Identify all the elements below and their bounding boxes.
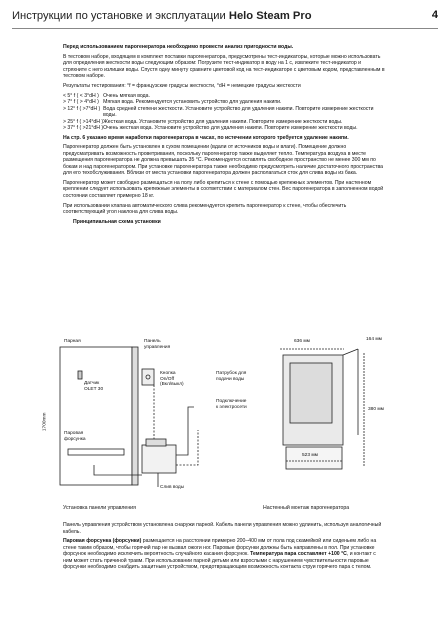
hours-heading: На стр. 6 указано время наработки парогенератора в часах, по истечении которого требуется удаление накипи. bbox=[63, 134, 349, 141]
hardness-level: > 25° f ( >14°dH ) bbox=[63, 118, 104, 125]
page-header bbox=[12, 8, 438, 30]
diagram-title: Принципиальная схема установки bbox=[73, 218, 161, 225]
power-cable bbox=[176, 430, 198, 465]
hardness-level: > 12° f ( >7°dH ) bbox=[63, 105, 101, 112]
hardness-text: Очень жесткая вода. Установите устройство для удаления накипи. Повторите измерение жесткости воды. bbox=[103, 125, 358, 132]
title-text: Инструкции по установке и эксплуатации bbox=[12, 10, 229, 22]
bench-shape bbox=[68, 449, 124, 455]
nozzle-label: Паровая форсунка bbox=[64, 431, 86, 442]
height-label: 1700mm bbox=[42, 412, 48, 432]
installation-diagram bbox=[42, 335, 394, 495]
sauna-room-outline bbox=[60, 347, 132, 485]
hardness-level: > 7° f ( > 4°dH ) bbox=[63, 99, 99, 106]
control-panel-shape bbox=[142, 369, 154, 385]
hardness-table bbox=[63, 93, 385, 132]
button-label: Кнопка On/Off (Вкл/выкл) bbox=[160, 371, 184, 388]
panel-label: Панель управления bbox=[144, 339, 171, 350]
hardness-level: < 5° f ( < 3°dH ) bbox=[63, 92, 99, 99]
fitting-label: Патрубок для подачи воды bbox=[216, 371, 247, 382]
diagram-drawing bbox=[58, 335, 394, 495]
panel-paragraph: Панель управления устройством установлена снаружи парной. Кабель панели управления можно удлинить, используя аналогичный кабель. bbox=[63, 522, 382, 535]
caption-left: Установка панели управления bbox=[63, 505, 136, 511]
dim-depth-label: 164 мм bbox=[366, 337, 382, 342]
install-paragraph-3: При использовании клапана автоматического слива рекомендуется крепить парогенератор к стене, чтобы обеспечить соответствующий угол наклона для слива воды. bbox=[63, 202, 347, 216]
sensor-shape bbox=[78, 371, 82, 379]
hardness-row bbox=[63, 125, 385, 132]
hardness-level: > 37° f ( >21°dH ) bbox=[63, 125, 104, 132]
hardness-text: Мягкая вода. Рекомендуется установить устройство для удаления накипи. bbox=[103, 99, 282, 106]
brand-name: Helo Steam Pro bbox=[228, 10, 312, 22]
dim-height-label: 380 мм bbox=[368, 407, 384, 412]
page-number: 4 bbox=[431, 9, 438, 21]
caption-right: Настенный монтаж парогенератора bbox=[263, 505, 350, 511]
hardness-text: Жесткая вода. Установите устройство для удаления накипи. Повторите измерение жесткости воды. bbox=[103, 118, 343, 125]
dim-inner-label: 523 мм bbox=[302, 453, 318, 458]
wall-generator-front bbox=[290, 363, 332, 423]
depth-edge bbox=[343, 349, 358, 355]
water-heading: Перед использованием парогенератора необходимо провести анализ пригодности воды. bbox=[63, 44, 294, 50]
main-text bbox=[63, 44, 385, 228]
install-paragraph-2: Парогенератор может свободно размещаться на полу либо крепиться к стене с помощью крепежных элементов. При настенном креплении следует использовать крепежные элементы в соответствии с материалом стен. Вес парогенератора в заполненном водой состоянии составляет примерно 18 кг. bbox=[63, 179, 384, 199]
install-paragraph-1: Парогенератор должен быть установлен в сухом помещении (вдали от источников воды и влаги). Помещение должно предусматривать возможность проветривания, поскольку парогенератор также выделяет тепло. Температура воздуха в месте размещения парогенератора не должна превышать 35 °C. Рекомендуется оставлять свободное пространство не менее 300 мм по бокам и над парогенератором. При установке парогенератора также необходимо предусмотреть наличие достаточного пространства для его техобслуживания. Вблизи от места установки парогенератора должен располагаться сток для слива воды из бака. bbox=[63, 144, 383, 177]
partition-wall bbox=[132, 347, 138, 485]
sensor-label: Датчик OLET 30 bbox=[84, 381, 104, 392]
temp-bold: Температура пара составляет +100 °C bbox=[250, 551, 347, 558]
nozzle-heading: Паровая форсунка (форсунки) bbox=[63, 538, 142, 545]
sauna-label: Парная bbox=[64, 339, 81, 344]
water-paragraph: В тестовом наборе, входящем в комплект поставки парогенератора, предусмотрены тест-индикаторы, которые можно использовать для определения жесткости воды следующим образом: Погрузите тест-индикатор в воду на 1 с, извлеките тест-индикатор и стряхните с него излишки воды. Спустя одну минуту сравните цветовой код на тест-индикаторе с цветовым кодом, представленным в тестовом наборе. bbox=[63, 53, 385, 80]
page-title bbox=[12, 10, 312, 22]
nozzle-paragraph bbox=[63, 538, 385, 571]
nozzle-text: размещается на расстоянии примерно 200–400 мм от пола под скамейкой или сиденьем либо на стене таким образом, чтобы горячий пар не вызвал ожоги ног. Паровые форсунки должны быть направлены в пол. При установке форсунок необходимо исключить вероятность случайного касания форсунок. bbox=[63, 538, 377, 558]
electric-label: Подключение к электросети bbox=[216, 399, 247, 410]
temp-tail: , и контакт с ним может стать причиной травм. При использовании парной детьми или взрослыми с нарушением чувствительности паровые форсунки необходимо снабдить защитным устройством, предотвращающим возможность контакта струи горячего пара с телом. bbox=[63, 551, 376, 571]
drain-label: Слив воды bbox=[160, 485, 185, 490]
dim-width-label: 636 мм bbox=[294, 339, 310, 344]
water-pipe bbox=[176, 407, 194, 455]
hardness-text: Очень мягкая вода. bbox=[103, 92, 150, 99]
header-rule bbox=[12, 28, 438, 29]
hardness-row bbox=[63, 106, 385, 119]
hardness-text: Вода средней степени жесткости. Установите устройство для удаления накипи. Повторите измерение жесткости воды. bbox=[103, 105, 374, 119]
bottom-text bbox=[63, 522, 385, 574]
generator-shape bbox=[142, 445, 176, 473]
results-label: Результаты тестирования: °f = французские градусы жесткости, °dH = немецкие градусы жесткости bbox=[63, 82, 301, 89]
generator-top bbox=[146, 439, 166, 446]
